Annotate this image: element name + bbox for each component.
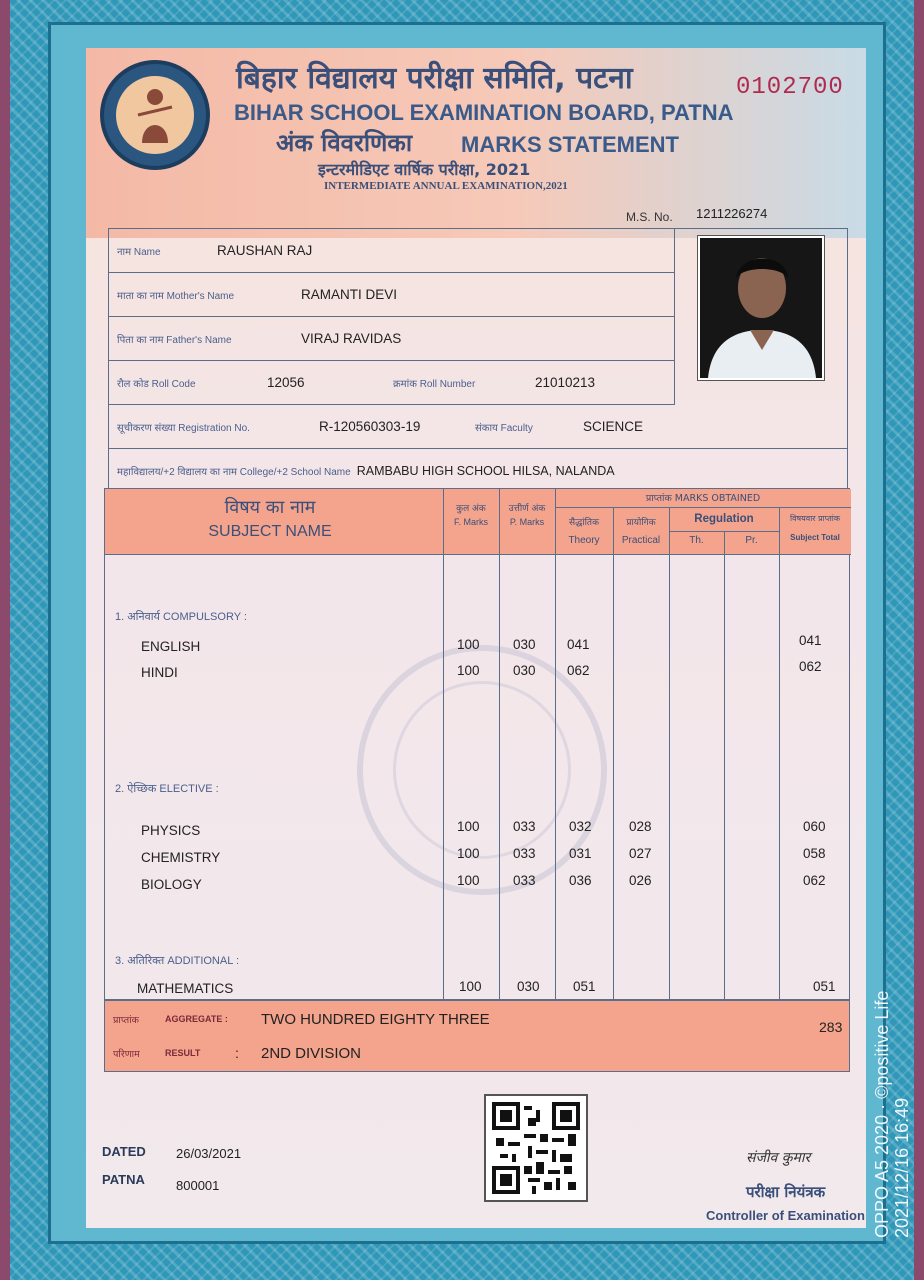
college-row (109, 449, 847, 493)
name-label: नाम Name (117, 246, 161, 258)
theory-marks: 032 (569, 819, 592, 834)
serial-number: 0102700 (736, 74, 844, 101)
subject-header: SUBJECT NAME (208, 523, 332, 540)
section-additional: 3. अतिरिक्त ADDITIONAL : (115, 955, 240, 967)
result-label-hindi: परिणाम (113, 1049, 140, 1060)
pass-marks: 033 (513, 819, 536, 834)
roll-number: 21010213 (535, 375, 596, 390)
roll-code: 12056 (267, 375, 305, 390)
board-name-hindi: बिहार विद्यालय परीक्षा समिति, पटना (236, 61, 633, 96)
marks-table (104, 488, 850, 1000)
full-marks: 100 (459, 979, 482, 994)
student-photo-frame (697, 235, 825, 381)
student-name: RAUSHAN RAJ (217, 243, 313, 258)
pass-marks: 030 (513, 663, 536, 678)
college-name: RAMBABU HIGH SCHOOL HILSA, NALANDA (356, 464, 615, 478)
pin-code: 800001 (176, 1178, 220, 1193)
full-marks: 100 (457, 637, 480, 652)
theory-header-hindi: सैद्धांतिक (569, 518, 599, 528)
pass-marks: 033 (513, 846, 536, 861)
pass-marks: 030 (517, 979, 540, 994)
mother-row (109, 273, 675, 317)
controller-title: Controller of Examination (706, 1208, 865, 1223)
mother-name: RAMANTI DEVI (301, 287, 398, 302)
practical-marks: 028 (629, 819, 652, 834)
certificate-paper (10, 0, 914, 1280)
subject-total: 058 (803, 846, 826, 861)
theory-marks: 036 (569, 873, 592, 888)
mother-label: माता का नाम Mother's Name (117, 290, 235, 302)
aggregate-label-hindi: प्राप्तांक (113, 1015, 139, 1026)
father-row (109, 317, 675, 361)
practical-header-hindi: प्रायोगिक (626, 518, 656, 528)
section-compulsory: 1. अनिवार्य COMPULSORY : (115, 611, 247, 623)
subject-name: PHYSICS (141, 823, 201, 838)
practical-marks: 026 (629, 873, 652, 888)
place-label: PATNA (102, 1172, 145, 1187)
registration-row (109, 405, 847, 449)
full-marks: 100 (457, 663, 480, 678)
controller-title-hindi: परीक्षा नियंत्रक (746, 1183, 826, 1201)
result-separator: : (235, 1045, 239, 1061)
board-seal-icon (100, 60, 210, 170)
subject-total-header-hindi: विषयवार प्राप्तांक (790, 514, 840, 523)
subject-total: 051 (813, 979, 836, 994)
exam-name-english: INTERMEDIATE ANNUAL EXAMINATION,2021 (324, 180, 568, 192)
controller-signature: संजीव कुमार (746, 1150, 811, 1166)
subject-name: HINDI (141, 665, 178, 680)
student-photo (700, 238, 822, 378)
full-marks: 100 (457, 819, 480, 834)
aggregate-words: TWO HUNDRED EIGHTY THREE (261, 1011, 490, 1028)
result-label: RESULT (165, 1048, 201, 1058)
dated-label: DATED (102, 1144, 146, 1159)
dated-value: 26/03/2021 (176, 1146, 242, 1161)
marks-table-header (105, 489, 851, 555)
pass-marks-header: P. Marks (509, 517, 545, 527)
practical-header: Practical (621, 535, 661, 546)
registration-number: R-120560303-19 (319, 419, 421, 434)
father-name: VIRAJ RAVIDAS (301, 331, 402, 346)
ms-no-label: M.S. No. (626, 210, 673, 224)
camera-watermark-datetime: 2021/12/16 16:49 (892, 1097, 912, 1238)
aggregate-band (104, 1000, 850, 1072)
roll-code-label: रौल कोड Roll Code (117, 378, 196, 390)
regulation-pr-header: Pr. (745, 535, 758, 546)
qr-code-icon (484, 1094, 588, 1202)
full-marks-header: F. Marks (453, 517, 488, 527)
section-elective: 2. ऐच्छिक ELECTIVE : (115, 783, 219, 795)
subject-total: 062 (799, 659, 822, 674)
student-info-box (108, 228, 848, 490)
father-label: पिता का नाम Father's Name (117, 334, 232, 346)
ms-no-value: 1211226274 (696, 206, 768, 221)
roll-number-label: क्रमांक Roll Number (393, 378, 476, 390)
subject-name: ENGLISH (141, 639, 201, 654)
subject-total: 041 (799, 633, 822, 648)
theory-marks: 051 (573, 979, 596, 994)
name-row (109, 229, 675, 273)
exam-name-hindi: इन्टरमीडिएट वार्षिक परीक्षा, 2021 (318, 160, 531, 179)
theory-marks: 031 (569, 846, 592, 861)
subject-name: BIOLOGY (141, 877, 202, 892)
board-name-english: BIHAR SCHOOL EXAMINATION BOARD, PATNA (234, 100, 734, 125)
faculty-value: SCIENCE (583, 419, 644, 434)
subject-header-hindi: विषय का नाम (224, 497, 316, 518)
subject-total-header: Subject Total (790, 533, 840, 542)
full-marks: 100 (457, 873, 480, 888)
theory-marks: 062 (567, 663, 590, 678)
marks-statement-title: MARKS STATEMENT (461, 132, 679, 157)
marks-obtained-header: प्राप्तांक MARKS OBTAINED (645, 493, 761, 504)
faculty-label: संकाय Faculty (475, 422, 533, 434)
college-label: महाविद्यालय/+2 विद्यालय का नाम College/+2 School Name (117, 467, 351, 478)
camera-watermark-model: OPPO A5 2020 · ©positive Life (872, 990, 892, 1238)
pass-marks-header-hindi: उत्तीर्ण अंक (508, 504, 546, 514)
subject-name: MATHEMATICS (137, 981, 234, 996)
marks-statement-sheet (86, 48, 866, 1228)
regulation-header: Regulation (694, 513, 754, 525)
full-marks: 100 (457, 846, 480, 861)
subject-total: 060 (803, 819, 826, 834)
aggregate-value: 283 (819, 1019, 843, 1035)
regulation-th-header: Th. (689, 535, 704, 546)
marks-statement-title-hindi: अंक विवरणिका (276, 129, 413, 157)
subject-total: 062 (803, 873, 826, 888)
theory-header: Theory (568, 535, 600, 546)
full-marks-header-hindi: कुल अंक (456, 504, 486, 514)
header-band (86, 48, 866, 238)
pass-marks: 030 (513, 637, 536, 652)
pass-marks: 033 (513, 873, 536, 888)
aggregate-label: AGGREGATE : (165, 1014, 228, 1024)
result-value: 2ND DIVISION (261, 1045, 362, 1062)
theory-marks: 041 (567, 637, 590, 652)
practical-marks: 027 (629, 846, 652, 861)
registration-label: सूचीकरण संख्या Registration No. (117, 422, 250, 434)
subject-name: CHEMISTRY (141, 850, 221, 865)
roll-row (109, 361, 675, 405)
